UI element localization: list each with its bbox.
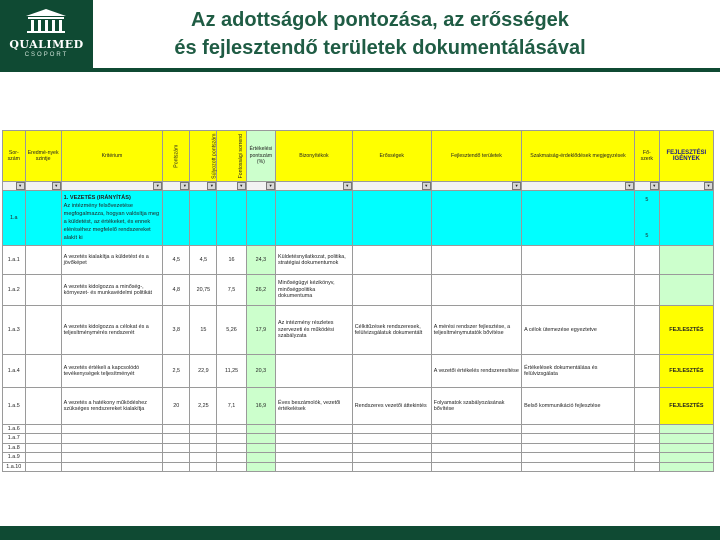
row-fejlesztendo[interactable] [431, 275, 521, 306]
logo [0, 0, 93, 72]
table-cell[interactable] [217, 462, 246, 471]
row-fejlesztesi[interactable] [659, 246, 713, 275]
row-ertekelesi[interactable]: 26,2 [246, 275, 275, 306]
table-cell[interactable] [217, 425, 246, 434]
row-code[interactable]: 1.a.10 [3, 462, 26, 471]
table-cell[interactable] [163, 443, 190, 452]
header-fejlesztesi: FEJLESZTÉSI IGÉNYEK [659, 131, 713, 182]
table-row [3, 388, 714, 425]
header-eredmeny: Eredmé-nyek szintje [25, 131, 61, 182]
row-eredmeny[interactable] [25, 275, 61, 306]
row-erossegek[interactable]: Célkitűzések rendszeresek, felülvizsgálatuk dokumentált [352, 306, 431, 355]
table-cell[interactable] [61, 434, 163, 443]
title-line-2: és fejlesztendő területek dokumentálásával [174, 37, 586, 59]
table-cell[interactable] [352, 453, 431, 462]
table-cell[interactable] [190, 453, 217, 462]
row-ertekelesi[interactable]: 17,9 [246, 306, 275, 355]
row-ertekelesi[interactable]: 16,9 [246, 388, 275, 425]
row-erossegek[interactable] [352, 246, 431, 275]
row-fejlesztesi[interactable]: FEJLESZTÉS [659, 388, 713, 425]
row-code[interactable]: 1.a.7 [3, 434, 26, 443]
filter-dropdown-icon[interactable]: ▼ [16, 182, 25, 190]
table-cell[interactable] [522, 443, 635, 452]
filter-dropdown-icon[interactable]: ▼ [343, 182, 352, 190]
table-cell[interactable] [431, 453, 521, 462]
table-cell[interactable] [522, 462, 635, 471]
row-pontszam[interactable]: 2,5 [163, 355, 190, 388]
row-bizonyitekok[interactable]: Az intézmény részletes szervezeti és működési szabályzata [276, 306, 353, 355]
filter-dropdown-icon[interactable]: ▼ [180, 182, 189, 190]
row-eredmeny[interactable] [25, 355, 61, 388]
filter-dropdown-icon[interactable]: ▼ [625, 182, 634, 190]
row-code[interactable]: 1.a.3 [3, 306, 26, 355]
section-fo: 5 5 [634, 191, 659, 246]
row-kriterium[interactable]: A vezetés kidolgozza a minőség-, környezet- és munkavédelmi politikát [61, 275, 163, 306]
table-cell[interactable] [61, 443, 163, 452]
table-cell[interactable] [276, 425, 353, 434]
row-pontszam[interactable]: 3,8 [163, 306, 190, 355]
header-sulyozott: Súlyozott pontszám [190, 131, 217, 182]
row-fontossag[interactable]: 11,25 [217, 355, 246, 388]
table-cell[interactable] [352, 425, 431, 434]
row-fo[interactable] [634, 246, 659, 275]
table-cell[interactable] [246, 453, 275, 462]
table-cell[interactable] [163, 453, 190, 462]
row-sulyozott[interactable]: 2,25 [190, 388, 217, 425]
filter-dropdown-icon[interactable]: ▼ [153, 182, 162, 190]
table-cell[interactable] [25, 425, 61, 434]
row-kriterium[interactable]: A vezetés kidolgozza a célokat és a teljesítménymérés rendszerét [61, 306, 163, 355]
row-fo[interactable] [634, 306, 659, 355]
row-fo[interactable] [634, 355, 659, 388]
table-cell[interactable] [246, 443, 275, 452]
row-bizonyitekok[interactable]: Éves beszámolók, vezetői értékelések [276, 388, 353, 425]
row-eredmeny[interactable] [25, 388, 61, 425]
table-cell[interactable] [659, 434, 713, 443]
logo-subtitle: CSOPORT [24, 52, 69, 58]
table-cell[interactable] [276, 434, 353, 443]
row-pontszam[interactable]: 20 [163, 388, 190, 425]
row-fejlesztesi[interactable] [659, 275, 713, 306]
table-cell[interactable] [431, 425, 521, 434]
row-bizonyitekok[interactable]: Minőségügyi kézikönyv, minőségpolitika dokumentuma [276, 275, 353, 306]
filter-dropdown-icon[interactable]: ▼ [266, 182, 275, 190]
table-cell[interactable] [61, 462, 163, 471]
table-cell[interactable] [659, 425, 713, 434]
row-fejlesztesi[interactable]: FEJLESZTÉS [659, 306, 713, 355]
table-cell[interactable] [634, 425, 659, 434]
row-erossegek[interactable] [352, 275, 431, 306]
table-cell[interactable] [163, 434, 190, 443]
row-ertekelesi[interactable]: 24,3 [246, 246, 275, 275]
building-icon [24, 8, 68, 34]
table-cell[interactable] [276, 453, 353, 462]
row-szakmai[interactable]: Értékelések dokumentálása és felülvizsgálata [522, 355, 635, 388]
table-row [3, 453, 714, 462]
table-row [3, 355, 714, 388]
filter-dropdown-icon[interactable]: ▼ [512, 182, 521, 190]
table-cell[interactable] [190, 425, 217, 434]
assessment-table [2, 130, 714, 472]
table-cell[interactable] [634, 462, 659, 471]
header-bizonyitekok: Bizonyítékok [276, 131, 353, 182]
slide-title [100, 6, 660, 62]
row-eredmeny[interactable] [25, 306, 61, 355]
table-cell[interactable] [634, 443, 659, 452]
row-erossegek[interactable] [352, 355, 431, 388]
row-kriterium[interactable]: A vezetés a hatékony működéshez szükséges rendszereket kialakítja [61, 388, 163, 425]
row-ertekelesi[interactable]: 20,3 [246, 355, 275, 388]
filter-dropdown-icon[interactable]: ▼ [422, 182, 431, 190]
table-row [3, 462, 714, 471]
header-fejlesztendo: Fejlesztendő területek [431, 131, 521, 182]
table-row [3, 306, 714, 355]
table-cell[interactable] [217, 453, 246, 462]
row-code[interactable]: 1.a.6 [3, 425, 26, 434]
table-cell[interactable] [61, 453, 163, 462]
table-cell[interactable] [634, 434, 659, 443]
row-code[interactable]: 1.a.2 [3, 275, 26, 306]
table-cell[interactable] [634, 453, 659, 462]
table-cell[interactable] [190, 443, 217, 452]
row-bizonyitekok[interactable]: Küldetésnyilatkozat, politika, stratégiai dokumentumok [276, 246, 353, 275]
row-fontossag[interactable]: 7,5 [217, 275, 246, 306]
row-fejlesztendo[interactable]: Folyamatok szabályozásának bővítése [431, 388, 521, 425]
title-line-1: Az adottságok pontozása, az erősségek [191, 9, 569, 31]
header-fo: Fő-szerk [634, 131, 659, 182]
table-cell[interactable] [163, 425, 190, 434]
table-cell[interactable] [61, 425, 163, 434]
table-cell[interactable] [352, 443, 431, 452]
row-pontszam[interactable]: 4,5 [163, 246, 190, 275]
table-cell[interactable] [522, 434, 635, 443]
table-cell[interactable] [25, 443, 61, 452]
table-cell[interactable] [522, 453, 635, 462]
table-cell[interactable] [352, 462, 431, 471]
row-szakmai[interactable] [522, 275, 635, 306]
filter-dropdown-icon[interactable]: ▼ [237, 182, 246, 190]
row-szakmai[interactable] [522, 246, 635, 275]
autofilter-row [3, 182, 714, 191]
row-fontossag[interactable]: 16 [217, 246, 246, 275]
row-sulyozott[interactable]: 4,5 [190, 246, 217, 275]
row-bizonyitekok[interactable] [276, 355, 353, 388]
table-cell[interactable] [659, 443, 713, 452]
table-cell[interactable] [276, 462, 353, 471]
header-erossegek: Erősségek [352, 131, 431, 182]
spreadsheet [2, 130, 714, 472]
logo-name: QUALIMED [9, 38, 84, 51]
header-ertekelesi: Értékelési pontszám (%) [246, 131, 275, 182]
row-fontossag[interactable]: 5,26 [217, 306, 246, 355]
table-cell[interactable] [276, 443, 353, 452]
row-fejlesztendo[interactable]: A mérési rendszer fejlesztése, a teljesítménymutatók bővítése [431, 306, 521, 355]
row-kriterium[interactable]: A vezetés értékeli a kapcsolódó tevékenységek teljesítményét [61, 355, 163, 388]
row-fo[interactable] [634, 388, 659, 425]
row-code[interactable]: 1.a.4 [3, 355, 26, 388]
table-cell[interactable] [352, 434, 431, 443]
table-row [3, 246, 714, 275]
filter-dropdown-icon[interactable]: ▼ [207, 182, 216, 190]
table-cell[interactable] [25, 434, 61, 443]
table-cell[interactable] [163, 462, 190, 471]
row-code[interactable]: 1.a.8 [3, 443, 26, 452]
table-cell[interactable] [25, 453, 61, 462]
table-cell[interactable] [246, 425, 275, 434]
header-row [3, 131, 714, 182]
header-kriterium: Kritérium [61, 131, 163, 182]
section-code: 1.a [3, 191, 26, 246]
table-cell[interactable] [190, 462, 217, 471]
table-cell[interactable] [522, 425, 635, 434]
table-row [3, 275, 714, 306]
table-cell[interactable] [217, 443, 246, 452]
filter-dropdown-icon[interactable]: ▼ [704, 182, 713, 190]
header-pontszam: Pontszám [163, 131, 190, 182]
table-row [3, 425, 714, 434]
row-sulyozott[interactable]: 20,75 [190, 275, 217, 306]
table-cell[interactable] [190, 434, 217, 443]
filter-dropdown-icon[interactable]: ▼ [650, 182, 659, 190]
table-cell[interactable] [246, 462, 275, 471]
row-szakmai[interactable]: Belső kommunikáció fejlesztése [522, 388, 635, 425]
row-sulyozott[interactable]: 15 [190, 306, 217, 355]
section-row [3, 191, 714, 246]
header-fontossag: Fontossági sorrend [217, 131, 246, 182]
table-cell[interactable] [25, 462, 61, 471]
row-erossegek[interactable]: Rendszeres vezetői áttekintés [352, 388, 431, 425]
slide-footer [0, 526, 720, 540]
row-eredmeny[interactable] [25, 246, 61, 275]
header-szakmai: Szakmaiság-érdeklődések megjegyzések [522, 131, 635, 182]
table-cell[interactable] [659, 453, 713, 462]
row-code[interactable]: 1.a.5 [3, 388, 26, 425]
row-pontszam[interactable]: 4,8 [163, 275, 190, 306]
table-cell[interactable] [431, 443, 521, 452]
table-row [3, 434, 714, 443]
row-fejlesztesi[interactable]: FEJLESZTÉS [659, 355, 713, 388]
table-row [3, 443, 714, 452]
row-sulyozott[interactable]: 22,9 [190, 355, 217, 388]
row-code[interactable]: 1.a.9 [3, 453, 26, 462]
row-fejlesztendo[interactable] [431, 246, 521, 275]
row-kriterium[interactable]: A vezetés kialakítja a küldetést és a jövőképet [61, 246, 163, 275]
row-code[interactable]: 1.a.1 [3, 246, 26, 275]
row-szakmai[interactable]: A célok ütemezése egyeztetve [522, 306, 635, 355]
slide-header [0, 0, 720, 72]
row-fejlesztendo[interactable]: A vezetői értékelés rendszeresítése [431, 355, 521, 388]
table-cell[interactable] [431, 462, 521, 471]
table-cell[interactable] [246, 434, 275, 443]
table-cell[interactable] [431, 434, 521, 443]
row-fo[interactable] [634, 275, 659, 306]
header-sorszam: Sor-szám [3, 131, 26, 182]
table-cell[interactable] [217, 434, 246, 443]
filter-dropdown-icon[interactable]: ▼ [52, 182, 61, 190]
table-cell[interactable] [659, 462, 713, 471]
header-rule [93, 68, 720, 72]
row-fontossag[interactable]: 7,1 [217, 388, 246, 425]
section-title: 1. VEZETÉS (IRÁNYÍTÁS) Az intézmény felsővezetése megfogalmazza, hogyan valósítja meg a küldetést, az értékeket, és ennek eléréséhez megfelelő rendszereket alakít ki [61, 191, 163, 246]
